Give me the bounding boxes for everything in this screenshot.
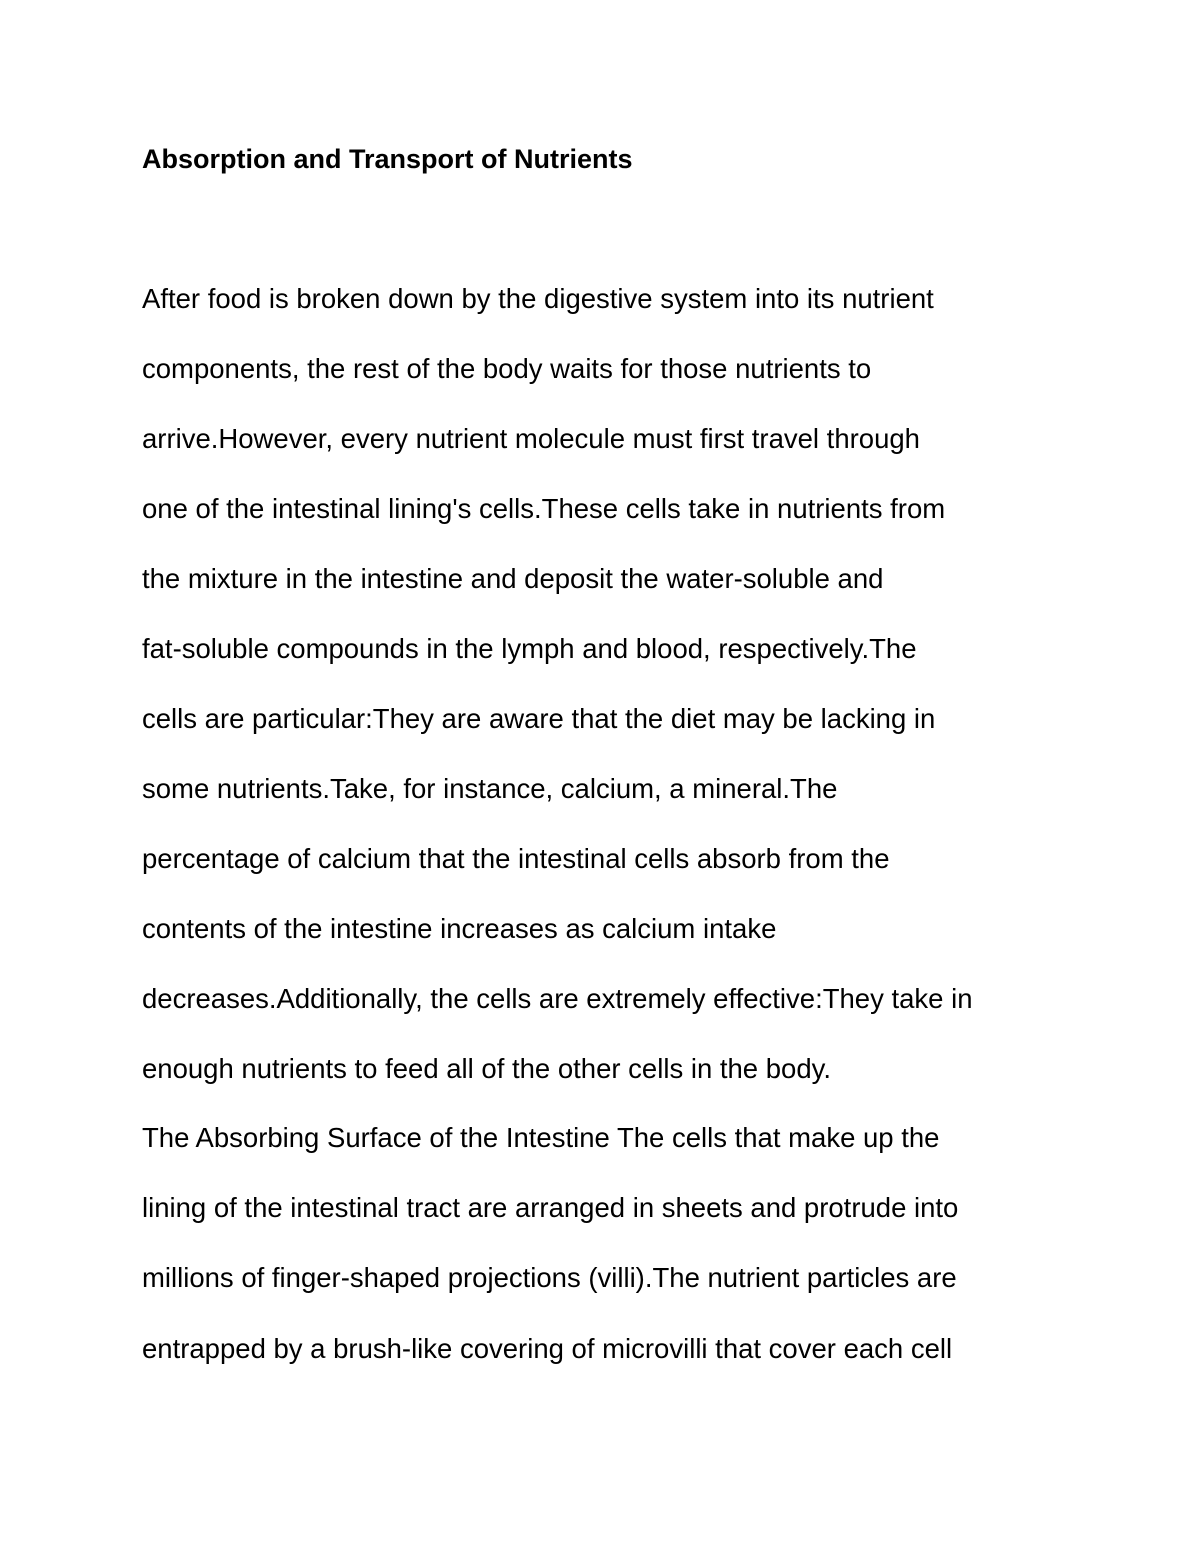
body-line: lining of the intestinal tract are arranged in sheets and protrude into <box>142 1192 959 1223</box>
body-line: components, the rest of the body waits for those nutrients to <box>142 353 872 384</box>
body-line: fat-soluble compounds in the lymph and blood, respectively.The <box>142 633 917 664</box>
body-line: some nutrients.Take, for instance, calcium, a mineral.The <box>142 773 838 804</box>
body-line: millions of finger-shaped projections (villi).The nutrient particles are <box>142 1262 957 1293</box>
body-line: the mixture in the intestine and deposit the water-soluble and <box>142 563 884 594</box>
body-line: contents of the intestine increases as calcium intake <box>142 913 777 944</box>
body-line: enough nutrients to feed all of the other cells in the body. <box>142 1053 831 1084</box>
body-line: entrapped by a brush-like covering of microvilli that cover each cell <box>142 1333 953 1364</box>
body-line: decreases.Additionally, the cells are extremely effective:They take in <box>142 983 973 1014</box>
body-line: one of the intestinal lining's cells.These cells take in nutrients from <box>142 493 946 524</box>
body-line: cells are particular:They are aware that the diet may be lacking in <box>142 703 936 734</box>
document-title: Absorption and Transport of Nutrients <box>142 144 633 174</box>
body-line: The Absorbing Surface of the Intestine The cells that make up the <box>142 1122 940 1153</box>
body-line: After food is broken down by the digestive system into its nutrient <box>142 283 934 314</box>
body-line: percentage of calcium that the intestinal cells absorb from the <box>142 843 890 874</box>
body-line: arrive.However, every nutrient molecule must first travel through <box>142 423 920 454</box>
